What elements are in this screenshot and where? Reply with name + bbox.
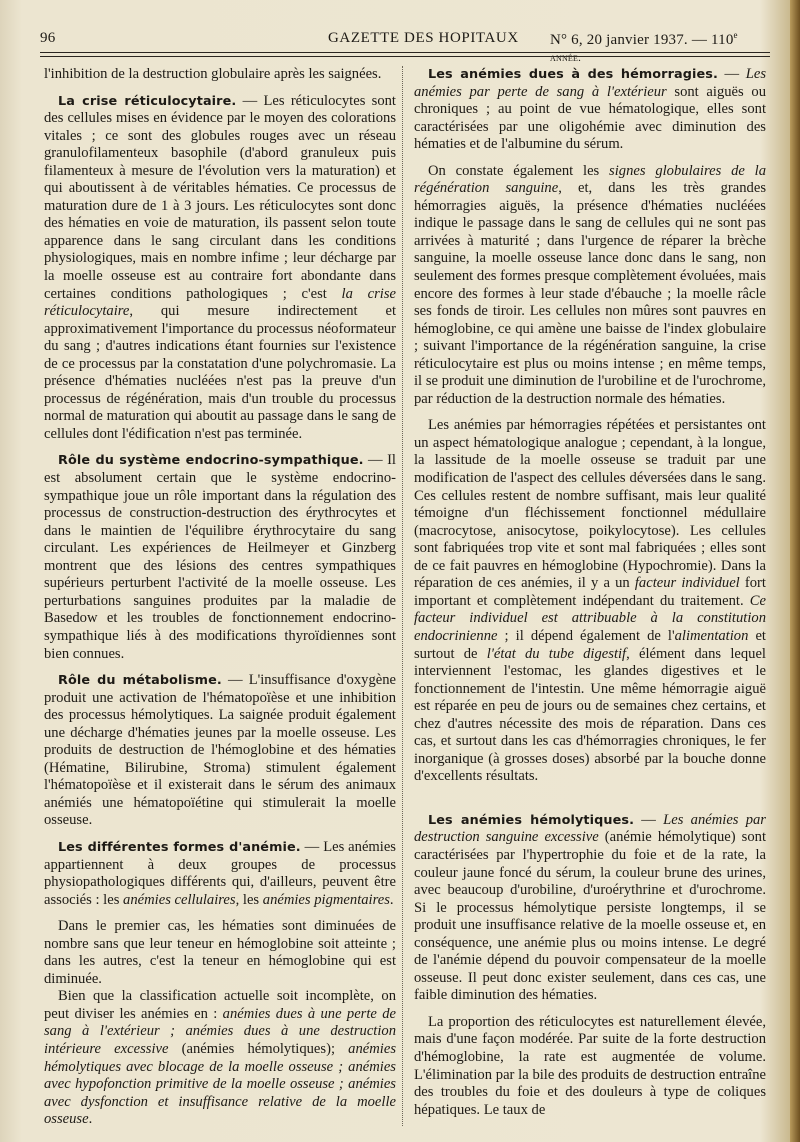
- italic-term: Ce facteur individuel est attribuable à la constitution endocrinienne: [414, 592, 766, 644]
- paragraph-text: .: [389, 891, 394, 908]
- paragraph-text: , les: [235, 891, 263, 908]
- section-anemies-hemorragies: [414, 66, 766, 154]
- section-metabolisme: [44, 672, 396, 830]
- section-heading: Les différentes formes d'anémie.: [58, 839, 301, 855]
- section-anemies-hemolytiques: [414, 812, 766, 1005]
- italic-term: l'état du tube digestif: [486, 645, 627, 662]
- paragraph-text: (anémies hémolytiques);: [168, 1040, 349, 1057]
- paragraph-text: —: [634, 811, 664, 828]
- header-rule: [40, 52, 770, 57]
- paragraph-text: .: [88, 1111, 93, 1128]
- section-crise-reticulocytaire: [44, 93, 396, 444]
- section-systeme-endocrino: [44, 452, 396, 663]
- paragraph-text: fort important et complètement indépendant du traitement.: [414, 575, 766, 609]
- paragraph: Dans le premier cas, les hématies sont diminuées de nombre sans que leur teneur en hémoglobine soit atteinte ; dans les autres, c'est la teneur en hémoglobine qui est diminuée.: [44, 918, 396, 987]
- journal-title: GAZETTE DES HOPITAUX: [328, 30, 519, 46]
- paragraph-text: — Il est absolument certain que le système endocrino-sympathique joue un rôle important dans la régulation des processus de construction-destruction des érythrocytes et dans le maintien de l'équilibre érythrocytaire du sang circulant. Les expériences de Heilmeyer et Ginzberg montrent que des lésions des centres sympathiques supérieurs perturbent l'activité de la moelle osseuse. Les perturbations sanguines produites par la maladie de Basedow et les troubles de fonctionnement endocrino-sympathique liés à des modifications thyroïdiennes sont bien connues.: [44, 452, 396, 662]
- paragraph-text: —: [717, 66, 746, 82]
- issue-info: [550, 30, 770, 66]
- paragraph-hemorragies-repetees: [414, 417, 766, 785]
- paragraph-regeneration: [414, 163, 766, 409]
- paragraph-text: — L'insuffisance d'oxygène produit une activation de l'hématopoïèse et une inhibition des processus hémolytiques. La saignée produit également une décharge d'hématies jeunes par la moelle osseuse. Les produits de destruction de l'hémoglobine et des hématies (Hématine, Bilirubine, Stroma) stimulent également l'hématopoïèse et il existerait dans le sérum des animaux anémiés une hématopoïétine qui stimulerait la moelle osseuse.: [44, 672, 396, 829]
- issue-prefix: N° 6, 20 janvier 1937. — 110: [550, 32, 734, 48]
- paragraph-text: , élément dans lequel interviennent l'estomac, les glandes digestives et le fonctionnement de l'intestin. Une même hémorragie aiguë est réparée en peu de jours ou de semaines chez certains, et chez d'autres nécessite des mois de réparation. Dans ces cas, et surtout dans les cas d'hémorragies chroniques, le fer inorganique (à grosses doses) absorbé par la bouche donne d'excellents résultats.: [414, 645, 766, 785]
- page-number: 96: [40, 30, 56, 46]
- italic-term: anémies cellulaires: [123, 891, 236, 908]
- paragraph: La proportion des réticulocytes est naturellement élevée, mais d'une façon modérée. Par suite de la forte destruction d'hémoglobine, la rate est augmentée de volume. L'élimination par la bile des produits de destruction entraîne des troubles du foie et des douleurs à type de coliques hépatiques. Le taux de: [414, 1013, 766, 1118]
- section-heading: La crise réticulocytaire.: [58, 93, 237, 109]
- section-heading: Rôle du métabolisme.: [58, 673, 222, 689]
- paragraph-text: Bien que la classification actuelle soit incomplète, on peut diviser les anémies en :: [44, 988, 396, 1022]
- paragraph-text: — Les réticulocytes sont des cellules mises en évidence par le moyen des colorations vitales ; ce sont des globules rouges avec un réseau granulofilamenteux basophile (d'abord granuleux puis filamenteux à mesure de l'évolution vers la maturation) et qui aboutissent à de véritables hématies. Ce processus de maturation dure de 1 à 3 jours. Les réticulocytes sont donc des hématies en voie de maturation, ils passent selon toute apparence dans le sang circulant dans les conditions physiologiques, mais en nombre infime ; leur décharge par la moelle osseuse est au contraire fort abondante dans certaines conditions pathologiques ; c'est: [44, 92, 396, 302]
- issue-sup: e: [733, 30, 738, 40]
- section-heading: Les anémies dues à des hémorragies.: [428, 67, 718, 82]
- section-formes-anemie: [44, 839, 396, 909]
- page-edge: [790, 0, 800, 1142]
- italic-term: signes globulaires de la régénération sanguine: [414, 162, 767, 197]
- italic-term: facteur individuel: [634, 575, 740, 592]
- paragraph-text: (anémie hémolytique) sont caractérisées par l'hypertrophie du foie et de la rate, la couleur jaune foncé du sérum, la couleur brune des urines, avec beaucoup d'urobiline, d'uroérythrine et d'urochrome. Si le processus hémolytique persiste longtemps, il se produit une insuffisance relative de la moelle osseuse et, en conséquence, une anémie plus ou moins intense. Le degré de l'anémie dépend du pouvoir compensateur de la moelle osseuse. Il peut donc exister seulement, dans ces cas, une faible diminution des hématies.: [414, 829, 766, 1004]
- paragraph-text: , et, dans les très grandes hémorragies aiguës, la présence d'hématies nucléées indique le passage dans le sang de cellules qui ne sont pas arrivées à maturité ; dans l'urgence de réparer la brèche sanguine, la moelle osseuse lance donc dans le sang, non seulement des formes presque complètement évoluées, mais encore des formes à leur stade d'ébauche ; la moelle râcle ses fonds de tiroir. Les cellules non mûres sont pauvres en hémoglobine, ce qui amène une baisse de l'index globulaire ; suivant l'importance de la régénération sanguine, la crise réticulocytaire est plus ou moins intense ; en même temps, il se produit une diminution de l'urobiline et de l'urochrome, par réduction de la destruction normale des hématies.: [414, 180, 766, 407]
- left-column: [44, 66, 396, 1136]
- column-divider: [402, 66, 403, 1126]
- paragraph-text: Les anémies par hémorragies répétées et persistantes ont un aspect hématologique analogue ; cependant, à la longue, la lassitude de la moelle osseuse se traduit par une modification de l'aspect des cellules déversées dans le sang. Ces cellules restent de nombre suffisant, mais leur qualité témoigne d'un fléchissement fonctionnel médullaire (macrocytose, anisocytose, poikylocytose). Les cellules sont fabriquées trop vite et sont mal fabriquées ; elles sont de ce fait pauvres en hémoglobine (Hypochromie). Dans la réparation de ces anémies, il y a un: [414, 417, 766, 592]
- italic-term: anémies hémolytiques avec blocage de la moelle osseuse ; anémies avec hypofonction primitive de la moelle osseuse ; anémies avec dysfonction et insuffisance relative de la moelle osseuse: [44, 1040, 396, 1128]
- paragraph-text: , qui mesure indirectement et approximativement l'importance du processus néoformateur du sang ; d'autres indications étant fournies sur l'existence de ce processus par la constatation d'une polychromasie. La présence d'hématies nucléées n'est pas la preuve d'un processus de régénération, mais d'un trouble du processus normal de maturation qui aboutit au passage dans le sang de cellules dont l'édification n'est pas terminée.: [44, 303, 396, 442]
- section-heading: Rôle du système endocrino-sympathique.: [58, 453, 364, 469]
- italic-term: anémies pigmentaires: [262, 891, 390, 908]
- paragraph-text: — Les anémies appartiennent à deux groupes de processus physiopathologiques différents qui, d'ailleurs, peuvent être associés : les: [44, 838, 396, 908]
- paragraph-text: sont aiguës ou chroniques ; au point de vue hématologique, elles sont caractérisées par une oligohémie avec diminution des hématies et de l'albumine du sérum.: [414, 83, 766, 153]
- italic-term: la crise réticulocytaire: [44, 285, 396, 320]
- issue-suffix: année.: [550, 52, 582, 64]
- paragraph-text: et surtout de: [414, 627, 766, 662]
- right-column: [414, 66, 766, 1136]
- italic-term: alimentation: [674, 627, 749, 644]
- paragraph: l'inhibition de la destruction globulaire après les saignées.: [44, 66, 382, 82]
- paragraph-classification: [44, 988, 396, 1128]
- italic-term: Les anémies par perte de sang à l'extérieur: [414, 66, 767, 100]
- page-header: [40, 30, 770, 64]
- paragraph-text: ; il dépend également de l': [497, 627, 675, 644]
- italic-term: anémies dues à une perte de sang à l'extérieur ; anémies dues à une destruction intérieure excessive: [44, 1005, 396, 1057]
- section-heading: Les anémies hémolytiques.: [428, 812, 635, 828]
- italic-term: Les anémies par destruction sanguine excessive: [414, 811, 766, 846]
- paragraph-text: On constate également les: [428, 162, 610, 179]
